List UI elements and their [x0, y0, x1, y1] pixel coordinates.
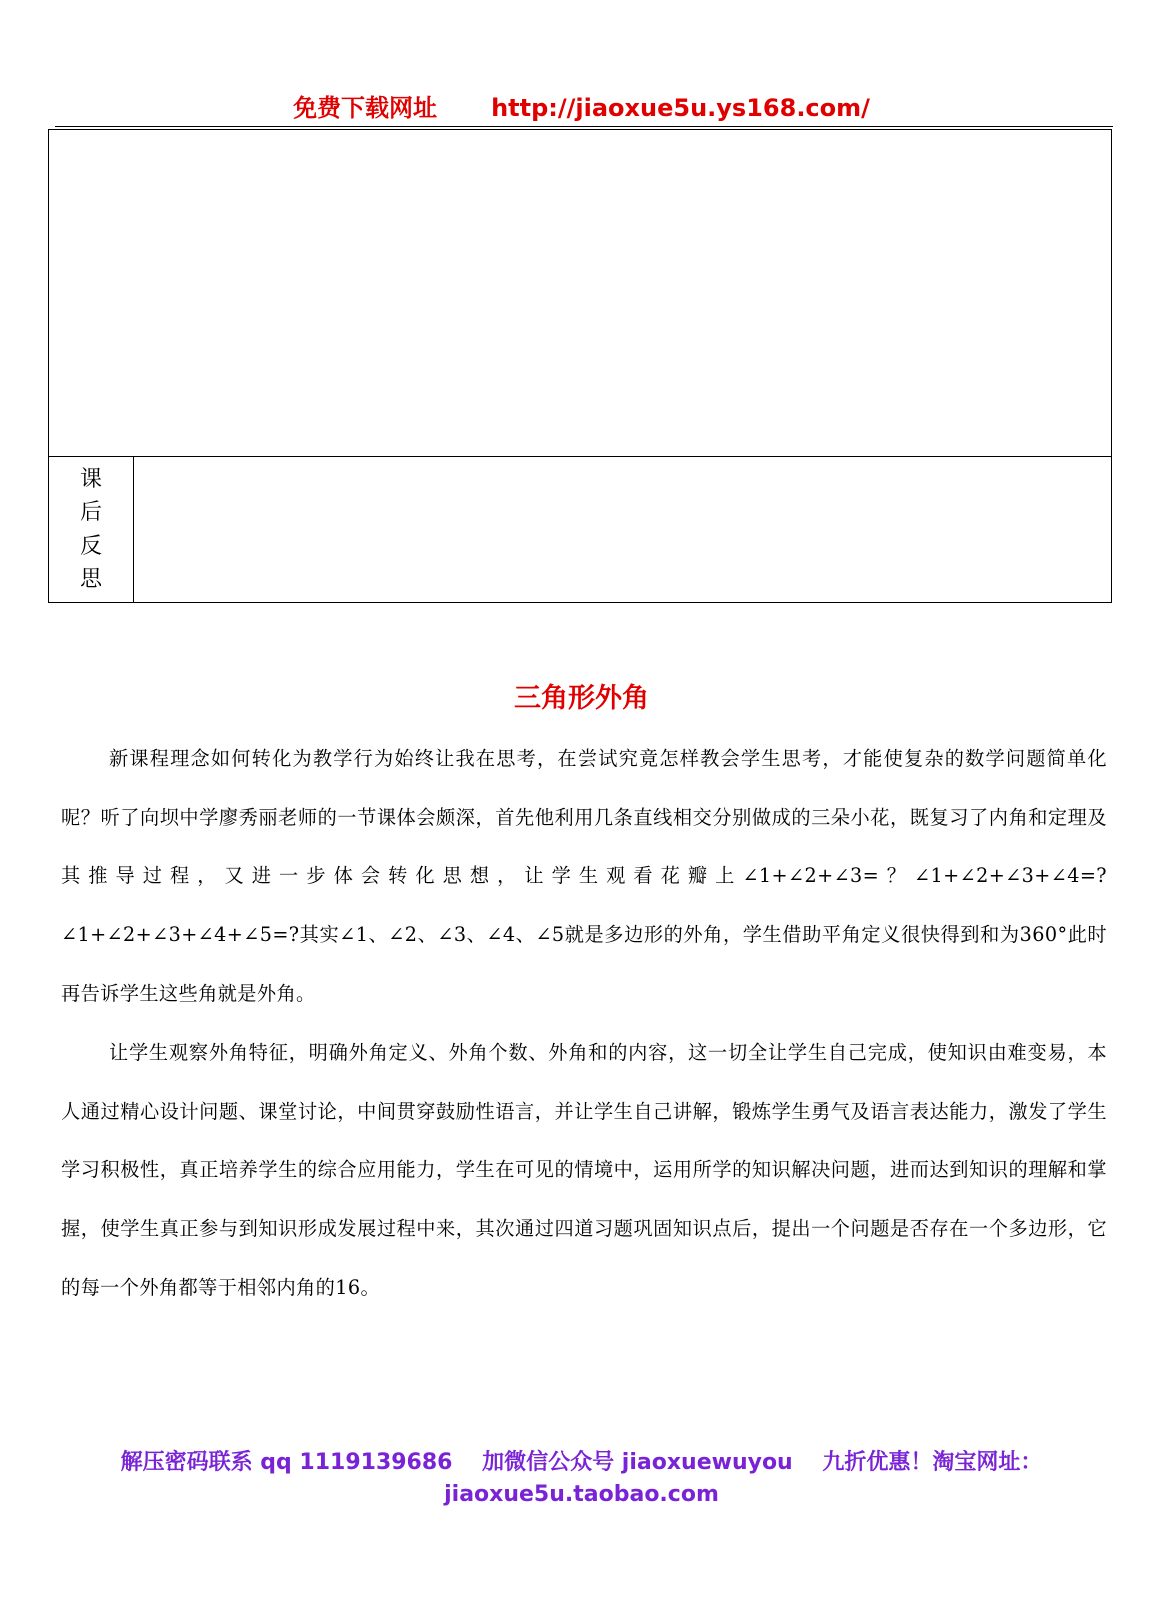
- reflection-label-char: 反: [79, 533, 102, 559]
- footer-contact-line: 解压密码联系 qq 1119139686 加微信公众号 jiaoxuewuyou 九折优惠！淘宝网址：: [120, 1450, 1043, 1475]
- article-paragraph: 让学生观察外角特征，明确外角定义、外角个数、外角和的内容，这一切全让学生自己完成，使知识由难变易，本人通过精心设计问题、课堂讨论，中间贯穿鼓励性语言，并让学生自己讲解，锻炼学生勇气及语言表达能力，激发了学生学习积极性，真正培养学生的综合应用能力，学生在可见的情境中，运用所学的知识解决问题，进而达到知识的理解和掌握，使学生真正参与到知识形成发展过程中来，其次通过四道习题巩固知识点后，提出一个问题是否存在一个多边形，它的每一个外角都等于相邻内角的16。: [61, 1041, 1107, 1299]
- lesson-table: [48, 129, 1112, 603]
- reflection-label-char: 课: [79, 467, 102, 493]
- table-row-divider: [49, 456, 1111, 457]
- table-column-divider: [133, 456, 134, 602]
- reflection-label-char: 思: [79, 566, 102, 592]
- article-title: 三角形外角: [514, 683, 649, 714]
- reflection-label-cell: [49, 458, 133, 602]
- footer-shop-link[interactable]: jiaoxue5u.taobao.com: [444, 1482, 719, 1507]
- header-banner: [0, 88, 1163, 128]
- article-paragraph: 新课程理念如何转化为教学行为始终让我在思考，在尝试究竟怎样教会学生思考，才能使复杂的数学问题简单化呢？听了向坝中学廖秀丽老师的一节课体会颇深，首先他利用几条直线相交分别做成的三朵小花，既复习了内角和定理及其推导过程，又进一步体会转化思想，让学生观看花瓣上∠1+∠2+∠3=？∠1+∠2+∠3+∠4=?∠1+∠2+∠3+∠4+∠5=?其实∠1、∠2、∠3、∠4、∠5就是多边形的外角，学生借助平角定义很快得到和为360°此时再告诉学生这些角就是外角。: [61, 747, 1107, 1005]
- header-url-link[interactable]: http://jiaoxue5u.ys168.com/: [491, 94, 870, 122]
- footer-notice: [0, 1447, 1163, 1511]
- header-label: 免费下载网址: [293, 94, 438, 122]
- header-divider: [55, 126, 1113, 127]
- reflection-label-char: 后: [79, 500, 102, 526]
